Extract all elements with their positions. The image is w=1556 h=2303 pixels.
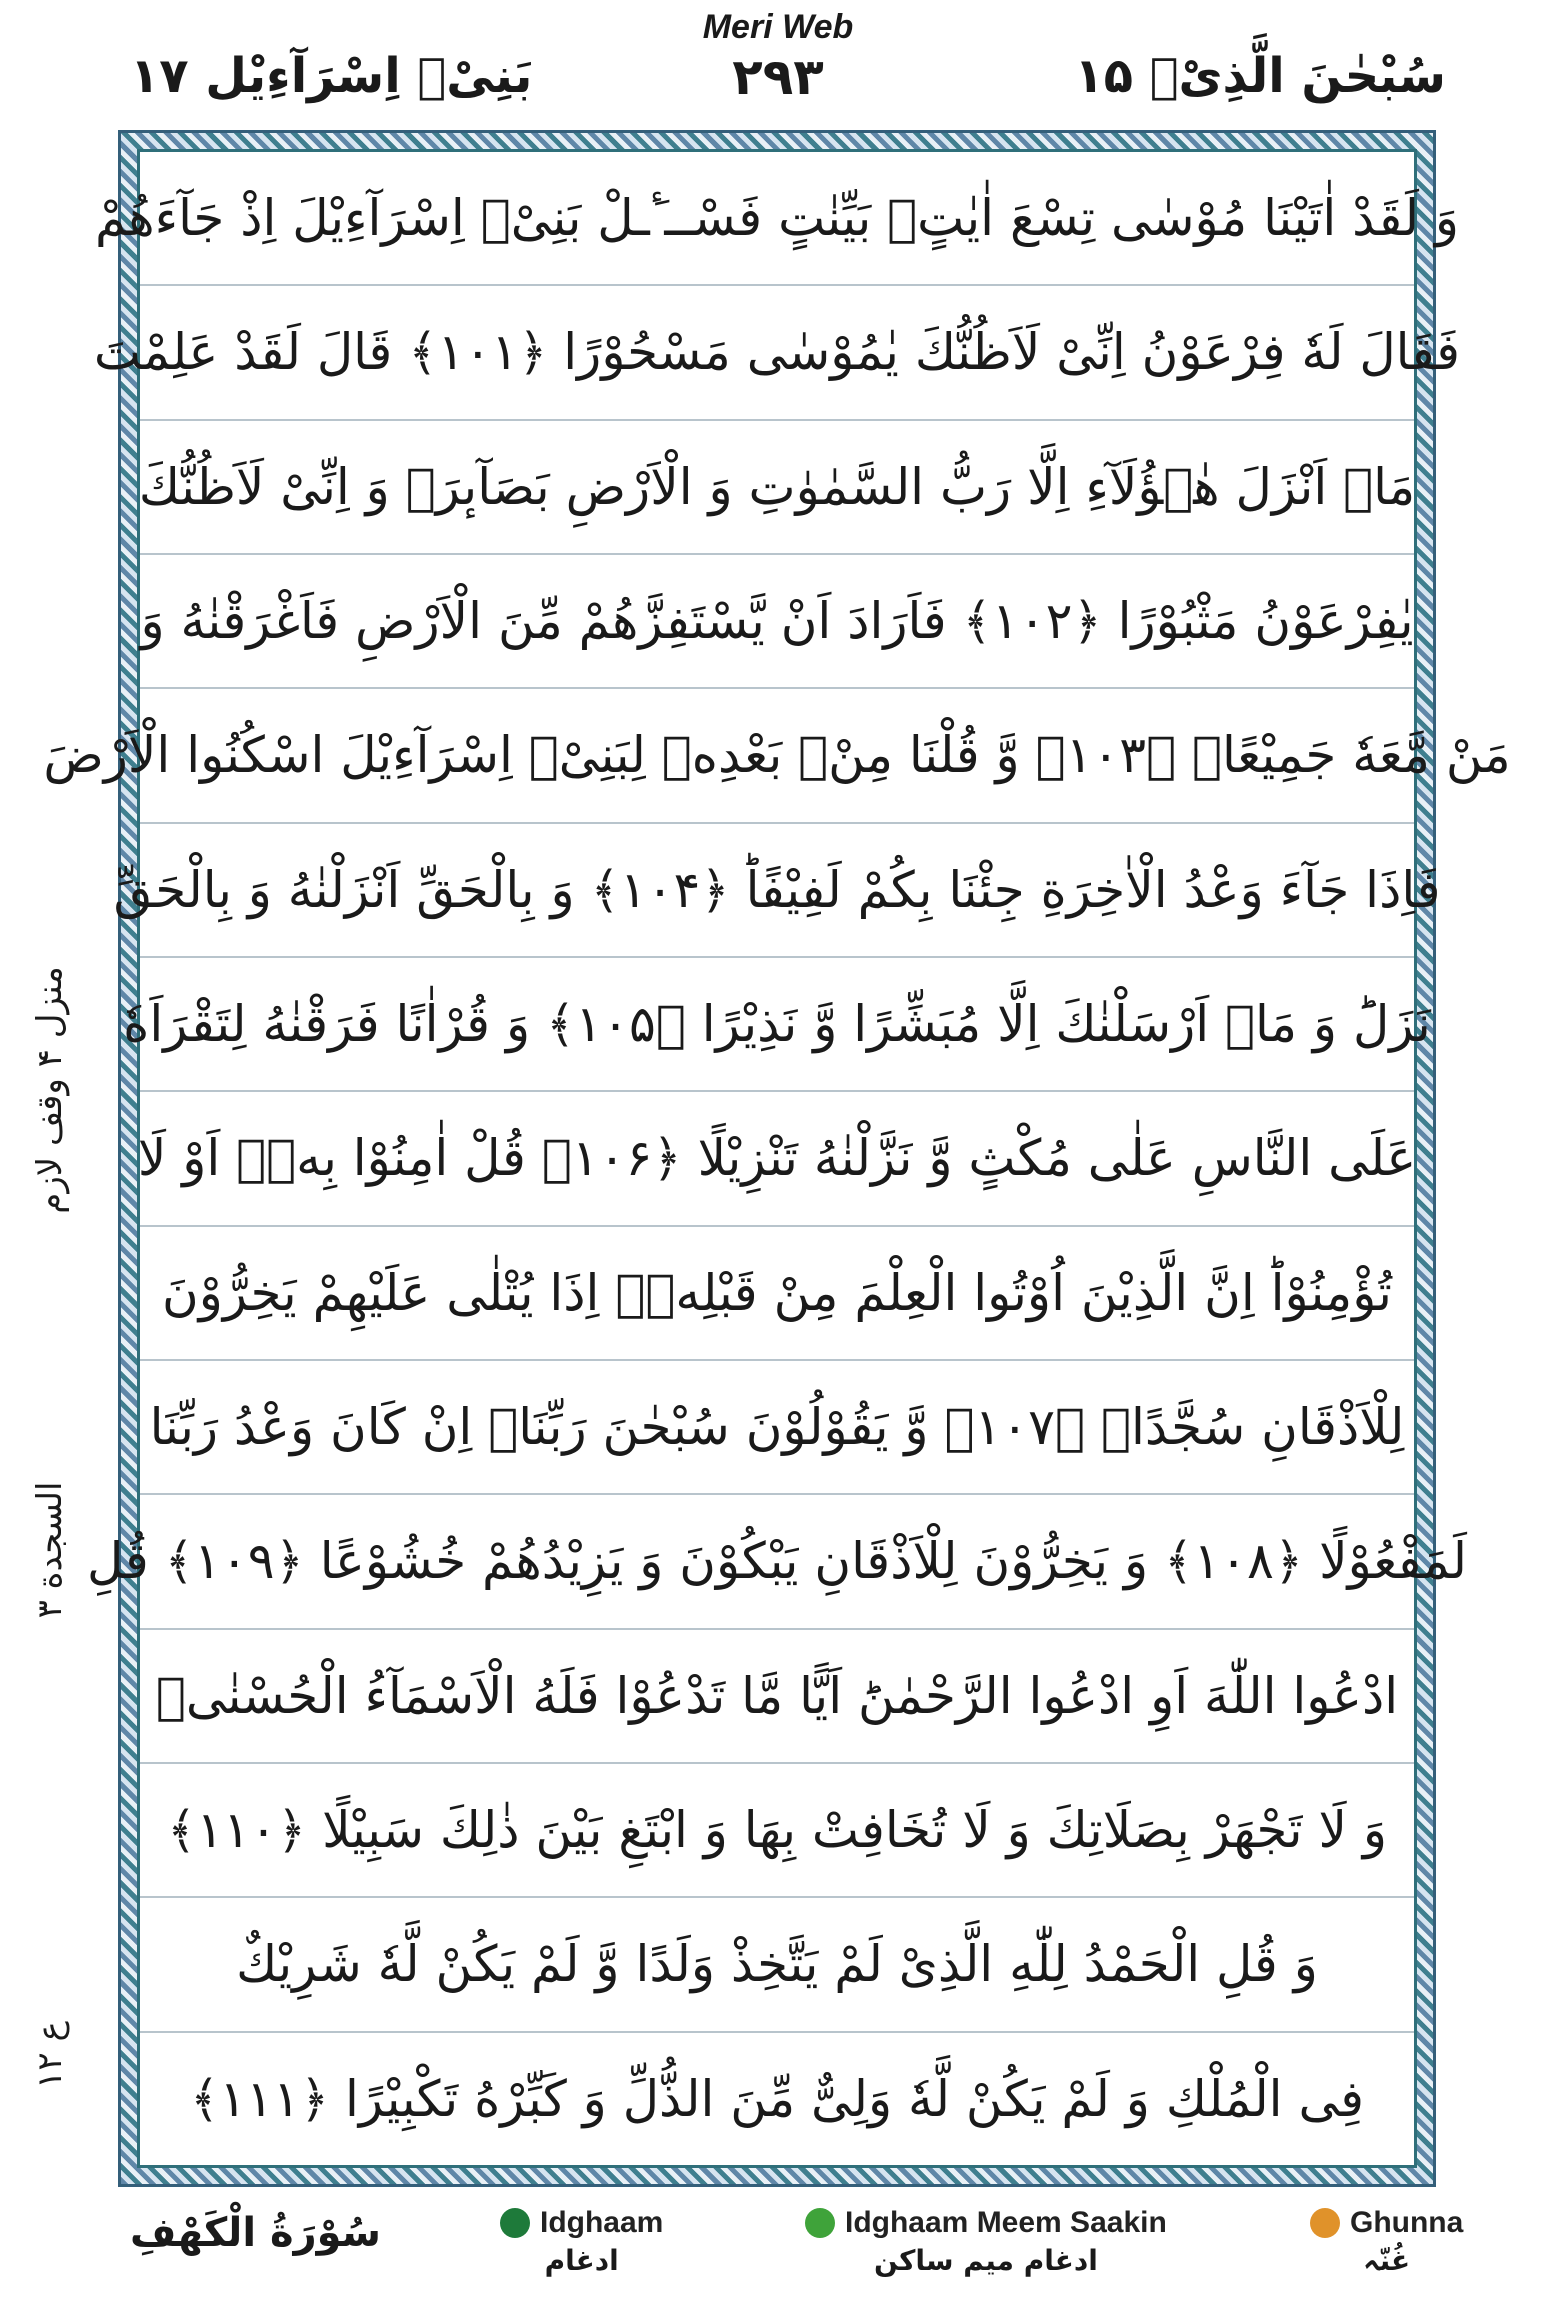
- color-dot-icon: [500, 2208, 530, 2238]
- legend-label: Ghunna: [1350, 2206, 1464, 2239]
- legend-label-urdu: ادغام میم ساکن: [873, 2244, 1098, 2277]
- verse-line: فَاِذَا جَآءَ وَعْدُ الْاٰخِرَةِ جِئْنَا بِكُمْ لَفِیْفًاؕ ﴿۱۰۴﴾ وَ بِالْحَقِّ اَنْزَلْنٰهُ وَ بِالْحَقِّ: [140, 824, 1414, 958]
- verse-line: لَمَفْعُوْلًا ﴿۱۰۸﴾ وَ یَخِرُّوْنَ لِلْاَذْقَانِ یَبْكُوْنَ وَ یَزِیْدُهُمْ خُشُوْعًا ﴿۱۰۹﴾ قُلِ: [140, 1495, 1414, 1629]
- legend-item-idghaam: [500, 2206, 663, 2277]
- verse-line: مَاۤ اَنْزَلَ هٰۤؤُلَآءِ اِلَّا رَبُّ السَّمٰوٰتِ وَ الْاَرْضِ بَصَآىٕرَۚ وَ اِنِّیْ لَاَظُنُّكَ: [140, 421, 1414, 555]
- verse-line: مَنْ مَّعَهٗ جَمِیْعًاۙ ﴿۱۰۳﴾ وَّ قُلْنَا مِنْۢ بَعْدِهٖ لِبَنِیْۤ اِسْرَآءِیْلَ اسْكُنُوا الْاَرْضَ: [140, 689, 1414, 823]
- juz-name: سُبْحٰنَ الَّذِیْۤ ۱۵: [1074, 48, 1446, 104]
- color-dot-icon: [1310, 2208, 1340, 2238]
- legend-label-urdu: ادغام: [544, 2244, 619, 2277]
- sajda-marker: السجدة ۳: [30, 1481, 70, 1619]
- next-surah: سُوْرَةُ الْكَهْفِ: [130, 2210, 382, 2256]
- page-number: ۲۹۳: [732, 48, 824, 106]
- verse-line: یٰفِرْعَوْنُ مَثْبُوْرًا ﴿۱۰۲﴾ فَاَرَادَ اَنْ یَّسْتَفِزَّهُمْ مِّنَ الْاَرْضِ فَاَغْرَقْنٰهُ وَ: [140, 555, 1414, 689]
- manzil-marker: منزل ۴ وقف لازم: [30, 966, 70, 1214]
- verse-line: وَ لَا تَجْهَرْ بِصَلَاتِكَ وَ لَا تُخَافِتْ بِهَا وَ ابْتَغِ بَیْنَ ذٰلِكَ سَبِیْلًا ﴿۱۱۰﴾: [140, 1764, 1414, 1898]
- verse-line: وَ قُلِ الْحَمْدُ لِلّٰهِ الَّذِیْ لَمْ یَتَّخِذْ وَلَدًا وَّ لَمْ یَكُنْ لَّهٗ شَرِیْكٌ: [140, 1898, 1414, 2032]
- verse-line: فِی الْمُلْكِ وَ لَمْ یَكُنْ لَّهٗ وَلِیٌّ مِّنَ الذُّلِّ وَ كَبِّرْهُ تَكْبِیْرًا ﴿۱۱۱﴾: [189, 2069, 1365, 2128]
- ruku-marker: ع ۱۲: [30, 2021, 70, 2089]
- legend-label: Idghaam Meem Saakin: [845, 2206, 1167, 2239]
- verse-line: وَ لَقَدْ اٰتَیْنَا مُوْسٰى تِسْعَ اٰیٰتٍۭ بَیِّنٰتٍ فَسْــٴَـلْ بَنِیْۤ اِسْرَآءِیْلَ اِذْ جَآءَهُمْ: [140, 152, 1414, 286]
- legend-label-urdu: غُنّہ: [1363, 2244, 1411, 2277]
- legend-item-ghunna: [1310, 2206, 1463, 2277]
- verse-line: عَلَى النَّاسِ عَلٰى مُكْثٍ وَّ نَزَّلْنٰهُ تَنْزِیْلًا ﴿۱۰۶﴾ قُلْ اٰمِنُوْا بِهٖۤ اَوْ لَا: [140, 1092, 1414, 1226]
- verse-line: فَقَالَ لَهٗ فِرْعَوْنُ اِنِّیْ لَاَظُنُّكَ یٰمُوْسٰى مَسْحُوْرًا ﴿۱۰۱﴾ قَالَ لَقَدْ عَلِمْتَ: [140, 286, 1414, 420]
- verse-line: ادْعُوا اللّٰهَ اَوِ ادْعُوا الرَّحْمٰنَؕ اَیًّا مَّا تَدْعُوْا فَلَهُ الْاَسْمَآءُ الْحُسْنٰىۚ: [140, 1630, 1414, 1764]
- legend-label: Idghaam: [540, 2206, 664, 2239]
- site-name: Meri Web: [702, 8, 854, 46]
- verse-line: نَزَلَؕ وَ مَاۤ اَرْسَلْنٰكَ اِلَّا مُبَشِّرًا وَّ نَذِیْرًا ﴿۱۰۵﴾ وَ قُرْاٰنًا فَرَقْنٰهُ لِتَقْرَاَهٗ: [140, 958, 1414, 1092]
- verse-line: تُؤْمِنُوْاؕ اِنَّ الَّذِیْنَ اُوْتُوا الْعِلْمَ مِنْ قَبْلِهٖۤ اِذَا یُتْلٰى عَلَیْهِمْ یَخِرُّوْنَ: [140, 1227, 1414, 1361]
- surah-name: بَنِیْۤ اِسْرَآءِیْل ۱۷: [130, 48, 533, 104]
- color-dot-icon: [805, 2208, 835, 2238]
- verse-line: لِلْاَذْقَانِ سُجَّدًاۙ ﴿۱۰۷﴾ وَّ یَقُوْلُوْنَ سُبْحٰنَ رَبِّنَاۤ اِنْ كَانَ وَعْدُ رَبِّنَا: [140, 1361, 1414, 1495]
- legend-item-idghaam-meem-saakin: [805, 2206, 1167, 2277]
